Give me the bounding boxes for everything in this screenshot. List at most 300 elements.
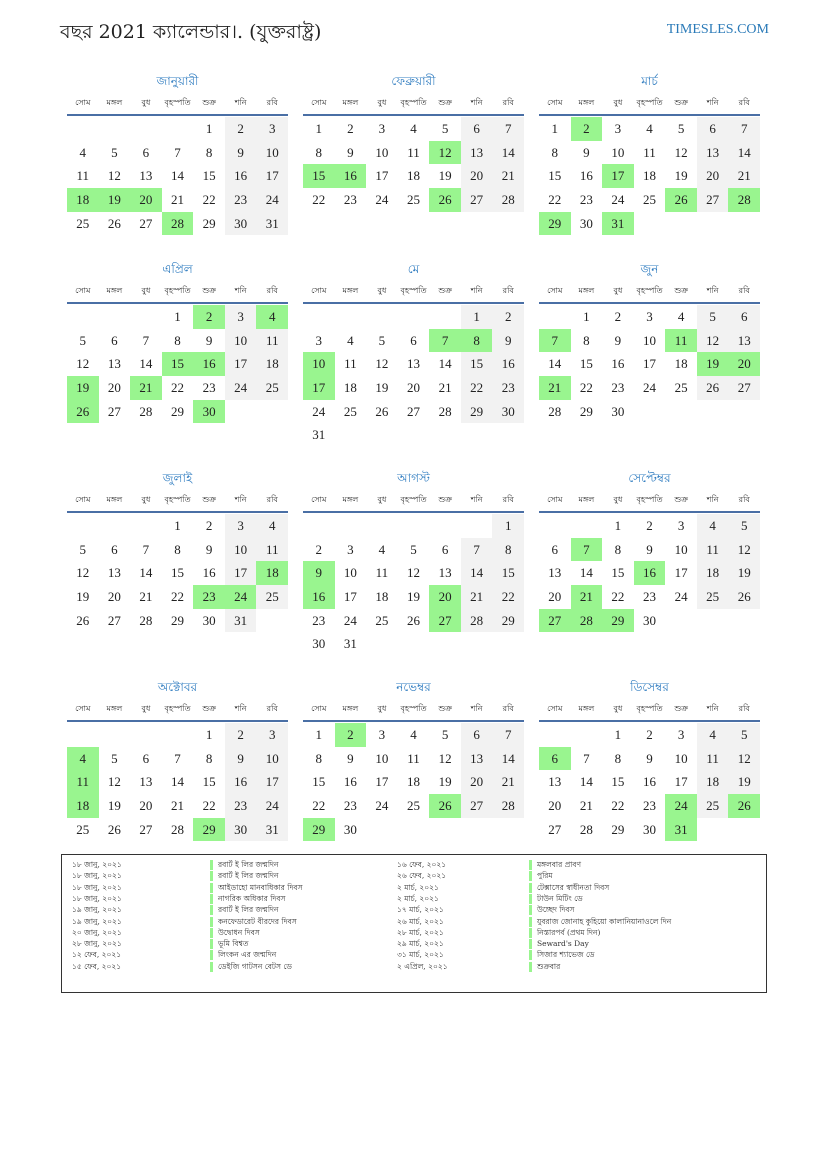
day-cell: 20	[461, 164, 493, 188]
day-cell: 8	[614, 750, 622, 766]
empty-cell	[99, 305, 131, 329]
weekday-label: শনি	[470, 98, 483, 107]
day-cell: 14	[461, 561, 493, 585]
day-cell: 30	[202, 612, 216, 628]
month-name: এপ্রিল	[162, 262, 193, 276]
day-cell: 13	[728, 329, 760, 353]
weekday-label: বুধ	[141, 98, 151, 107]
day-cell: 4	[378, 541, 386, 557]
day-cell: 25	[406, 192, 420, 208]
weekday-label: শনি	[470, 495, 483, 504]
weekday-label: মঙ্গল	[106, 704, 123, 713]
day-cell: 10	[674, 541, 688, 557]
holiday-date: ২ মার্চ, ২০২১	[397, 893, 439, 903]
weekday-label: সোম	[311, 704, 327, 713]
day-cell: 30	[225, 818, 257, 842]
day-cell: 8	[315, 750, 323, 766]
holiday-marker	[529, 905, 532, 915]
day-cell: 1	[492, 514, 524, 538]
day-cell: 24	[225, 376, 257, 400]
day-cell: 28	[139, 403, 153, 419]
empty-cell	[461, 514, 493, 538]
day-cell: 18	[406, 168, 420, 184]
weekday-label: রবি	[738, 704, 750, 713]
day-cell: 30	[642, 612, 656, 628]
day-cell: 4	[697, 723, 729, 747]
holiday-day-cell: 21	[130, 376, 162, 400]
weekday-label: বৃহস্পতি	[400, 98, 427, 107]
day-cell: 19	[728, 561, 760, 585]
day-cell: 7	[142, 541, 150, 557]
month-block	[303, 467, 524, 656]
holiday-name: সিজার শ্যাভেজ ডে	[537, 950, 595, 960]
day-grid	[67, 723, 288, 841]
day-cell: 31	[225, 609, 257, 633]
holiday-marker	[529, 950, 532, 960]
month-block	[539, 258, 760, 423]
weekday-label: বুধ	[141, 286, 151, 295]
day-cell: 10	[256, 141, 288, 165]
day-cell: 27	[139, 215, 153, 231]
day-cell: 2	[614, 309, 622, 324]
holiday-day-cell: 19	[99, 188, 131, 212]
day-cell: 1	[174, 309, 181, 324]
empty-cell	[429, 305, 461, 329]
day-cell: 23	[611, 380, 625, 396]
site-link[interactable]: TIMESLES.COM	[666, 22, 769, 37]
day-cell: 25	[697, 794, 729, 818]
day-cell: 25	[674, 380, 688, 396]
month-name: জুলাই	[162, 471, 193, 485]
day-cell: 25	[256, 585, 288, 609]
day-cell: 12	[728, 747, 760, 771]
weekday-label: সোম	[311, 286, 327, 295]
holiday-day-cell: 26	[429, 794, 461, 818]
empty-cell	[67, 117, 99, 141]
weekday-label: শুক্র	[202, 704, 216, 713]
day-cell: 14	[139, 356, 153, 372]
day-cell: 27	[461, 794, 493, 818]
day-cell: 7	[492, 117, 524, 141]
day-cell: 11	[256, 329, 288, 353]
weekday-label: সোম	[547, 704, 563, 713]
day-cell: 9	[205, 332, 213, 348]
day-cell: 31	[312, 427, 326, 443]
holiday-day-cell: 10	[303, 352, 335, 376]
day-cell: 15	[202, 168, 216, 184]
empty-cell	[99, 514, 131, 538]
day-cell: 25	[76, 215, 90, 231]
empty-cell	[162, 723, 194, 747]
day-cell: 3	[347, 541, 354, 557]
holiday-name-item	[210, 938, 249, 949]
day-cell: 17	[343, 589, 357, 605]
holiday-name: নাগরিক অধিকার দিবস	[218, 893, 286, 903]
day-cell: 2	[205, 518, 213, 533]
day-cell: 30	[611, 403, 625, 419]
day-cell: 27	[697, 188, 729, 212]
holiday-day-cell: 26	[67, 400, 99, 424]
day-cell: 6	[111, 541, 118, 557]
day-cell: 8	[205, 144, 213, 160]
holiday-day-cell: 29	[303, 818, 335, 842]
weekday-label: শুক্র	[674, 495, 688, 504]
day-cell: 1	[315, 727, 323, 742]
holiday-day-cell: 15	[303, 164, 335, 188]
day-cell: 9	[225, 747, 257, 771]
day-cell: 5	[728, 723, 760, 747]
day-cell: 28	[139, 612, 153, 628]
weekday-label: রবি	[502, 286, 514, 295]
day-cell: 25	[642, 192, 656, 208]
weekday-header	[67, 698, 288, 722]
day-cell: 2	[225, 117, 257, 141]
day-cell: 12	[438, 750, 452, 766]
holiday-day-cell: 4	[67, 747, 99, 771]
day-cell: 23	[312, 612, 326, 628]
day-cell: 7	[728, 117, 760, 141]
day-cell: 14	[492, 141, 524, 165]
month-block	[539, 676, 760, 841]
month-name: মে	[407, 262, 420, 276]
empty-cell	[130, 117, 162, 141]
holiday-list	[61, 854, 767, 993]
day-cell: 6	[697, 117, 729, 141]
weekday-label: বুধ	[613, 495, 623, 504]
weekday-label: রবি	[266, 495, 278, 504]
day-cell: 10	[674, 750, 688, 766]
day-cell: 13	[107, 565, 121, 581]
day-cell: 12	[107, 168, 121, 184]
weekday-header	[67, 92, 288, 116]
day-cell: 11	[344, 356, 357, 372]
holiday-marker	[529, 917, 532, 927]
day-cell: 3	[225, 305, 257, 329]
day-cell: 13	[406, 356, 420, 372]
day-cell: 12	[674, 144, 688, 160]
weekday-label: শুক্র	[674, 98, 688, 107]
day-cell: 19	[674, 168, 688, 184]
weekday-label: শনি	[234, 98, 247, 107]
weekday-label: বৃহস্পতি	[636, 495, 663, 504]
day-cell: 13	[548, 565, 562, 581]
day-cell: 1	[583, 309, 590, 324]
day-cell: 13	[107, 356, 121, 372]
day-cell: 16	[343, 774, 357, 790]
day-cell: 4	[697, 514, 729, 538]
day-cell: 16	[492, 352, 524, 376]
day-cell: 27	[461, 188, 493, 212]
day-cell: 15	[548, 168, 562, 184]
weekday-label: বুধ	[613, 704, 623, 713]
holiday-date: ১৮ জানু, ২০২১	[72, 871, 122, 881]
day-cell: 24	[674, 589, 688, 605]
day-cell: 12	[728, 538, 760, 562]
weekday-label: বৃহস্পতি	[636, 286, 663, 295]
empty-cell	[67, 305, 99, 329]
day-cell: 17	[375, 168, 389, 184]
day-cell: 24	[256, 794, 288, 818]
day-cell: 25	[256, 376, 288, 400]
day-cell: 9	[492, 329, 524, 353]
day-grid	[67, 514, 288, 632]
day-cell: 11	[407, 144, 420, 160]
weekday-header	[539, 92, 760, 116]
weekday-label: সোম	[547, 495, 563, 504]
empty-cell	[571, 723, 603, 747]
weekday-label: বৃহস্পতি	[164, 98, 191, 107]
day-cell: 15	[492, 561, 524, 585]
holiday-name-item	[210, 882, 303, 893]
day-cell: 27	[406, 403, 420, 419]
holiday-day-cell: 15	[162, 352, 194, 376]
day-cell: 8	[551, 144, 559, 160]
empty-cell	[539, 305, 571, 329]
day-cell: 3	[378, 121, 386, 136]
holiday-marker	[210, 860, 213, 870]
weekday-label: মঙ্গল	[578, 495, 595, 504]
day-cell: 25	[697, 585, 729, 609]
weekday-label: মঙ্গল	[578, 286, 595, 295]
day-cell: 6	[111, 332, 118, 348]
day-cell: 18	[697, 561, 729, 585]
day-grid	[303, 514, 524, 656]
day-cell: 4	[646, 121, 653, 136]
day-grid	[303, 305, 524, 447]
weekday-label: মঙ্গল	[342, 98, 359, 107]
month-block	[67, 467, 288, 632]
day-cell: 18	[674, 356, 688, 372]
holiday-day-cell: 19	[67, 376, 99, 400]
day-cell: 22	[170, 589, 184, 605]
day-cell: 3	[646, 309, 653, 324]
day-cell: 10	[375, 144, 389, 160]
day-cell: 24	[343, 612, 357, 628]
day-cell: 17	[256, 164, 288, 188]
day-cell: 13	[139, 168, 153, 184]
holiday-day-cell: 21	[539, 376, 571, 400]
weekday-header	[539, 489, 760, 513]
day-cell: 1	[205, 727, 213, 742]
weekday-label: সোম	[311, 495, 327, 504]
day-cell: 28	[579, 821, 593, 837]
weekday-label: বৃহস্পতি	[400, 704, 427, 713]
day-cell: 18	[256, 352, 288, 376]
weekday-header	[303, 698, 524, 722]
weekday-label: মঙ্গল	[106, 286, 123, 295]
holiday-marker	[529, 928, 532, 938]
day-grid	[67, 305, 288, 423]
day-cell: 18	[642, 168, 656, 184]
weekday-label: মঙ্গল	[106, 98, 123, 107]
weekday-label: রবি	[502, 704, 514, 713]
day-cell: 15	[170, 565, 184, 581]
day-cell: 4	[410, 121, 417, 136]
weekday-label: শুক্র	[202, 98, 216, 107]
day-cell: 30	[225, 212, 257, 236]
day-cell: 5	[677, 121, 685, 136]
month-name: নভেম্বর	[396, 680, 431, 694]
day-cell: 29	[461, 400, 493, 424]
holiday-marker	[210, 905, 213, 915]
holiday-name: যুবরাজ জোনাহ কুহিয়ো কালানিয়ানাওলে দিন	[537, 916, 672, 926]
weekday-label: সোম	[547, 98, 563, 107]
day-cell: 26	[728, 585, 760, 609]
day-cell: 13	[548, 774, 562, 790]
holiday-name: পুরিম	[537, 871, 553, 881]
weekday-label: মঙ্গল	[342, 495, 359, 504]
holiday-date: ৩১ মার্চ, ২০২১	[397, 950, 444, 960]
holiday-name-item	[529, 893, 583, 904]
weekday-label: বুধ	[613, 286, 623, 295]
holiday-day-cell: 28	[571, 609, 603, 633]
day-cell: 8	[583, 332, 590, 348]
holiday-date: ১২ ফেব, ২০২১	[72, 950, 122, 960]
day-cell: 11	[76, 168, 90, 184]
day-cell: 3	[378, 727, 386, 742]
day-cell: 18	[697, 770, 729, 794]
day-cell: 29	[170, 612, 184, 628]
holiday-name: কনফেডারেট বীরদের দিবস	[218, 916, 297, 926]
day-grid	[303, 117, 524, 212]
day-cell: 19	[76, 589, 90, 605]
month-name: ডিসেম্বর	[630, 680, 669, 694]
weekday-label: শনি	[470, 704, 483, 713]
empty-cell	[366, 305, 398, 329]
weekday-label: রবি	[266, 704, 278, 713]
weekday-label: মঙ্গল	[342, 704, 359, 713]
day-cell: 26	[76, 612, 90, 628]
day-cell: 14	[579, 565, 593, 581]
holiday-date: ১৮ জানু, ২০২১	[72, 893, 122, 903]
day-cell: 2	[347, 121, 354, 136]
day-cell: 10	[375, 750, 389, 766]
holiday-name: শুক্রবার	[537, 961, 561, 971]
day-cell: 13	[438, 565, 452, 581]
holiday-marker	[210, 871, 213, 881]
holiday-name: Seward's Day	[537, 939, 589, 949]
holiday-name-item	[210, 904, 278, 915]
holiday-name-item	[529, 927, 600, 938]
weekday-label: সোম	[75, 98, 91, 107]
weekday-label: বৃহস্পতি	[164, 704, 191, 713]
day-cell: 7	[174, 750, 181, 766]
day-cell: 19	[107, 798, 121, 814]
day-cell: 24	[375, 192, 389, 208]
empty-cell	[99, 117, 131, 141]
holiday-name-item	[210, 870, 278, 881]
weekday-header	[67, 280, 288, 304]
weekday-label: বুধ	[141, 704, 151, 713]
day-cell: 7	[142, 332, 150, 348]
day-cell: 27	[548, 821, 562, 837]
weekday-label: শনি	[234, 286, 247, 295]
holiday-date: ১৮ জানু, ২০২১	[72, 860, 122, 869]
empty-cell	[130, 723, 162, 747]
day-cell: 23	[492, 376, 524, 400]
day-cell: 18	[406, 774, 420, 790]
holiday-name-item	[529, 938, 589, 949]
weekday-label: শুক্র	[202, 286, 216, 295]
month-block	[539, 467, 760, 632]
holiday-date: ১৮ জানু, ২০২১	[72, 882, 122, 892]
day-cell: 1	[614, 727, 622, 742]
day-cell: 15	[611, 565, 625, 581]
empty-cell	[130, 305, 162, 329]
weekday-label: শুক্র	[438, 495, 452, 504]
day-cell: 4	[347, 332, 354, 348]
holiday-name: নিস্তারপর্ব (প্রথম দিন)	[537, 927, 601, 937]
day-cell: 20	[697, 164, 729, 188]
day-cell: 17	[642, 356, 656, 372]
day-cell: 6	[461, 117, 493, 141]
holiday-date: ২ মার্চ, ২০২১	[397, 882, 439, 892]
holiday-day-cell: 7	[571, 538, 603, 562]
day-cell: 8	[205, 750, 213, 766]
day-cell: 22	[548, 192, 562, 208]
day-cell: 14	[170, 774, 184, 790]
day-cell: 31	[256, 212, 288, 236]
weekday-label: সোম	[311, 98, 327, 107]
day-cell: 12	[76, 356, 90, 372]
day-cell: 24	[375, 798, 389, 814]
day-cell: 1	[614, 518, 622, 533]
month-block	[67, 70, 288, 235]
weekday-label: রবি	[738, 286, 750, 295]
day-cell: 26	[375, 403, 389, 419]
month-name: মার্চ	[641, 74, 658, 88]
weekday-label: বৃহস্পতি	[400, 495, 427, 504]
weekday-label: রবি	[738, 495, 750, 504]
day-cell: 20	[548, 798, 562, 814]
day-cell: 21	[170, 798, 184, 814]
holiday-day-cell: 28	[162, 212, 194, 236]
day-cell: 23	[343, 192, 357, 208]
day-cell: 5	[410, 541, 417, 557]
day-cell: 7	[583, 750, 590, 766]
day-grid	[303, 723, 524, 841]
day-cell: 24	[256, 188, 288, 212]
day-cell: 10	[343, 565, 357, 581]
holiday-name-item	[529, 882, 609, 893]
day-cell: 17	[674, 774, 688, 790]
day-cell: 12	[107, 774, 121, 790]
day-cell: 2	[646, 518, 653, 533]
day-cell: 13	[461, 747, 493, 771]
weekday-label: মঙ্গল	[106, 495, 123, 504]
holiday-name-item	[210, 927, 260, 938]
day-cell: 12	[697, 329, 729, 353]
day-cell: 1	[551, 121, 559, 136]
day-cell: 22	[611, 589, 625, 605]
empty-cell	[303, 514, 335, 538]
day-cell: 21	[139, 589, 153, 605]
day-cell: 14	[139, 565, 153, 581]
holiday-date: ২৬ ফেব, ২০২১	[397, 871, 447, 881]
weekday-label: শনি	[470, 286, 483, 295]
holiday-name-item	[210, 859, 278, 870]
day-cell: 13	[461, 141, 493, 165]
day-cell: 8	[614, 541, 622, 557]
day-cell: 21	[438, 380, 452, 396]
day-cell: 24	[642, 380, 656, 396]
weekday-header	[539, 698, 760, 722]
day-cell: 27	[107, 403, 121, 419]
day-cell: 17	[256, 770, 288, 794]
weekday-label: বৃহস্পতি	[164, 495, 191, 504]
holiday-day-cell: 30	[193, 400, 225, 424]
day-cell: 14	[492, 747, 524, 771]
